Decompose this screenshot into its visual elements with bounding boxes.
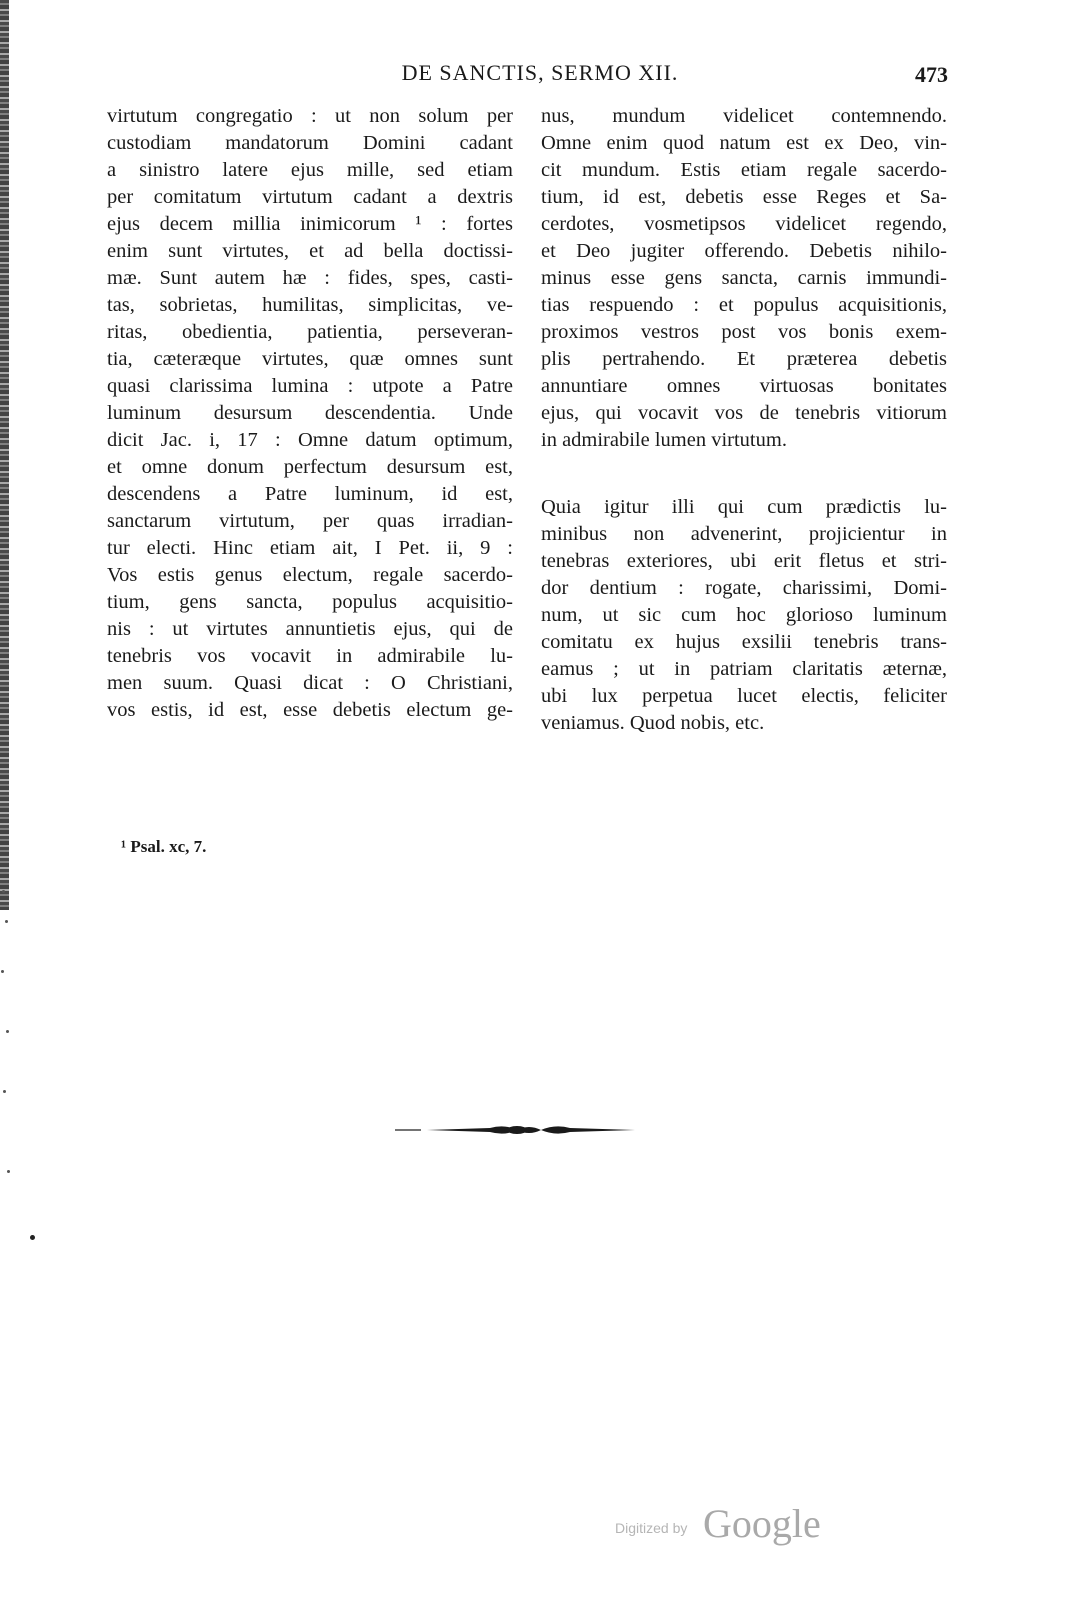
text-line: ubi lux perpetua lucet electis, feliciter (541, 685, 947, 707)
text-line: a sinistro latere ejus mille, sed etiam (107, 159, 513, 181)
text-line: proximos vestros post vos bonis exem- (541, 321, 947, 343)
digitization-watermark (615, 1500, 835, 1548)
paragraph-gap (541, 454, 947, 494)
text-line: mæ. Sunt autem hæ : fides, spes, casti- (107, 267, 513, 289)
text-line: tur electi. Hinc etiam ait, I Pet. ii, 9 : (107, 537, 513, 559)
text-line: cerdotes, vosmetipsos videlicet regendo, (541, 213, 947, 235)
left-column (107, 103, 513, 724)
text-line: tenebris vos vocavit in admirabile lu- (107, 645, 513, 667)
text-line: per comitatum virtutum cadant a dextris (107, 186, 513, 208)
text-line: num, ut sic cum hoc glorioso luminum (541, 604, 947, 626)
text-line: ejus decem millia inimicorum ¹ : fortes (107, 213, 513, 235)
text-line: enim sunt virtutes, et ad bella doctissi- (107, 240, 513, 262)
text-line: tium, id est, debetis esse Reges et Sa- (541, 186, 947, 208)
text-line: tia, cæteræque virtutes, quæ omnes sunt (107, 348, 513, 370)
text-line: dicit Jac. i, 17 : Omne datum optimum, (107, 429, 513, 451)
text-line: in admirabile lumen virtutum. (541, 429, 787, 451)
page-number: 473 (915, 62, 948, 87)
text-line: plis pertrahendo. Et præterea debetis (541, 348, 947, 370)
text-line: minus esse gens sancta, carnis immundi- (541, 267, 947, 289)
text-line: Omne enim quod natum est ex Deo, vin- (541, 132, 947, 154)
binding-edge (0, 0, 9, 910)
text-line: tenebras exteriores, ubi erit fletus et stri- (541, 550, 947, 572)
text-line: cit mundum. Estis etiam regale sacerdo- (541, 159, 947, 181)
text-line: virtutum congregatio : ut non solum per (107, 105, 513, 127)
text-line: men suum. Quasi dicat : O Christiani, (107, 672, 513, 694)
text-line: Vos estis genus electum, regale sacerdo- (107, 564, 513, 586)
text-line: descendens a Patre luminum, id est, (107, 483, 513, 505)
text-line: comitatu ex hujus exsilii tenebris trans- (541, 631, 947, 653)
text-line: tas, sobrietas, humilitas, simplicitas, ve- (107, 294, 513, 316)
footnote: ¹ Psal. xc, 7. (121, 837, 207, 856)
text-line: veniamus. Quod nobis, etc. (541, 712, 765, 734)
text-line: ritas, obedientia, patientia, perseveran- (107, 321, 513, 343)
text-line: sanctarum virtutum, per quas irradian- (107, 510, 513, 532)
text-line: eamus ; ut in patriam claritatis æternæ, (541, 658, 947, 680)
watermark-brand: Google (703, 1501, 821, 1546)
text-line: tium, gens sancta, populus acquisitio- (107, 591, 513, 613)
text-line: nus, mundum videlicet contemnendo. (541, 105, 947, 127)
margin-specks (0, 880, 12, 1280)
text-line: et Deo jugiter offerendo. Debetis nihilo- (541, 240, 947, 262)
text-line: quasi clarissima lumina : utpote a Patre (107, 375, 513, 397)
text-line: dor dentium : rogate, charissimi, Domi- (541, 577, 947, 599)
right-column (541, 103, 947, 737)
text-line: tias respuendo : et populus acquisitionis, (541, 294, 947, 316)
watermark-prefix: Digitized by (615, 1520, 688, 1536)
end-ornament (395, 1120, 641, 1140)
text-line: ejus, qui vocavit vos de tenebris vitiorum (541, 402, 947, 424)
text-line: et omne donum perfectum desursum est, (107, 456, 513, 478)
text-line: luminum desursum descendentia. Unde (107, 402, 513, 424)
text-line: nis : ut virtutes annuntietis ejus, qui de (107, 618, 513, 640)
text-line: custodiam mandatorum Domini cadant (107, 132, 513, 154)
text-line: Quia igitur illi qui cum prædictis lu- (541, 496, 947, 518)
text-line: vos estis, id est, esse debetis electum ge- (107, 699, 513, 721)
text-line: annuntiare omnes virtuosas bonitates (541, 375, 947, 397)
text-line: minibus non advenerint, projicientur in (541, 523, 947, 545)
running-head: DE SANCTIS, SERMO XII. (401, 60, 679, 85)
